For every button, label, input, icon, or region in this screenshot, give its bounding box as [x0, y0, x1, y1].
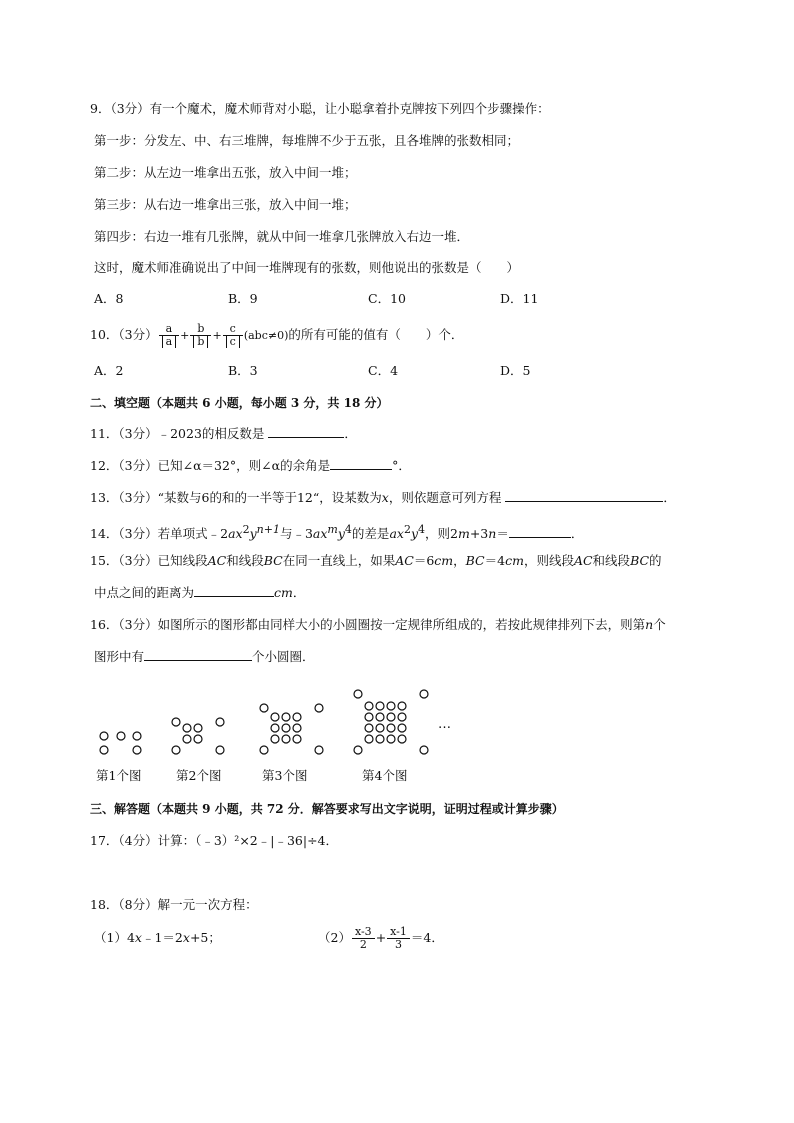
- q14-term1: ax: [228, 526, 243, 542]
- q16-line1-end: 个: [653, 617, 666, 632]
- q16-pattern-circle: [376, 702, 384, 710]
- q14-end: ．: [570, 526, 584, 542]
- q14-term3-exp: 2: [403, 523, 411, 536]
- q14-n: n: [488, 526, 497, 542]
- q16-pattern-circle: [183, 724, 191, 732]
- q15-line2: [94, 584, 305, 602]
- q15-bc: BC: [263, 553, 283, 568]
- q10-fraction-c-den: c: [226, 335, 240, 348]
- q13-end: ．: [663, 490, 676, 505]
- q14-term2-y: y: [337, 526, 345, 542]
- q14-mid2: 的差是: [351, 526, 390, 542]
- q16-pattern-circle: [376, 735, 384, 743]
- q15-ac: AC: [207, 553, 227, 568]
- q18-fraction-1-den: 2: [352, 938, 375, 951]
- q10-option-d: D．5: [500, 363, 531, 378]
- q16-pattern-circle: [100, 732, 108, 740]
- q16-n: n: [645, 617, 654, 632]
- q18-part1-mid: ﹣1＝2: [141, 930, 183, 945]
- q14-term1-y: y: [249, 526, 257, 542]
- q10-fraction-b: [190, 323, 211, 348]
- q16-caption-4: 第4个图: [362, 768, 408, 783]
- q16-line2-suffix: 个小圆圈．: [252, 649, 315, 664]
- q16-caption-1: 第1个图: [96, 768, 142, 783]
- q16-pattern-circle: [194, 735, 202, 743]
- q12-answer-blank[interactable]: [330, 457, 392, 470]
- q18-part1-x: x: [134, 930, 142, 945]
- q16-line2: [94, 648, 315, 666]
- q9-step2: 第二步：从左边一堆拿出五张，放入中间一堆；: [94, 165, 357, 180]
- q14-answer-blank[interactable]: [509, 525, 571, 538]
- q14-mid3: ，则2: [425, 526, 458, 542]
- q14-mid4: +3: [469, 526, 489, 542]
- q14-m: m: [457, 526, 470, 542]
- q16-pattern-circle: [117, 732, 125, 740]
- q9-step1: 第一步：分发左、中、右三堆牌，每堆牌不少于五张，且各堆牌的张数相同；: [94, 133, 520, 148]
- q15-bc3: BC: [630, 553, 650, 568]
- q16-pattern-circle: [398, 702, 406, 710]
- q16-pattern-circle: [376, 713, 384, 721]
- q9-step4: 第四步：右边一堆有几张牌，就从中间一堆拿几张牌放入右边一堆．: [94, 229, 470, 244]
- q10-fraction-b-den: b: [193, 335, 208, 348]
- q14-term1-exp: 2: [242, 523, 250, 536]
- q14-mid1: 与﹣3: [279, 526, 313, 542]
- q9-question: 这时，魔术师准确说出了中间一堆牌现有的张数，则他说出的张数是（ ）: [94, 260, 520, 275]
- q18-plus: +: [375, 930, 387, 945]
- q15-line2-text: 中点之间的距离为: [94, 585, 195, 600]
- q15-t5: 的: [649, 553, 662, 568]
- q9-option-d: D．11: [500, 291, 539, 306]
- q17: 17．（4分）计算：（﹣3）²×2﹣|﹣36|÷4．: [90, 833, 339, 848]
- q10-plus-2: +: [212, 329, 222, 342]
- q16-pattern-circle: [365, 713, 373, 721]
- q14-term2-exp: m: [327, 523, 338, 536]
- q14-term2-yexp: 4: [344, 523, 352, 536]
- q10-option-b: B．3: [228, 363, 258, 378]
- q13-var: x: [381, 490, 389, 505]
- q16-answer-blank[interactable]: [144, 648, 252, 661]
- q16-pattern-circle: [420, 746, 428, 754]
- q15-t4: 和线段: [592, 553, 631, 568]
- q16-pattern-circle: [282, 713, 290, 721]
- q18-part1-end: +5；: [189, 930, 221, 945]
- q16-pattern-circle: [398, 735, 406, 743]
- q16-pattern-circle: [293, 724, 301, 732]
- q14-term3-y: y: [410, 526, 419, 542]
- q13-mid: ，则依题意可列方程: [388, 490, 502, 505]
- q16-pattern-circle: [260, 746, 268, 754]
- q18-fraction-1-num: x-3: [354, 925, 372, 938]
- q11-end: ．: [344, 426, 357, 441]
- q11-answer-blank[interactable]: [268, 425, 344, 438]
- q15-comma: ，: [453, 553, 466, 568]
- q13-answer-blank[interactable]: [505, 489, 663, 502]
- q11-text: 11．（3分）﹣2023的相反数是: [90, 426, 265, 441]
- q16-text: 16．（3分）如图所示的图形都由同样大小的小圆圈按一定规律所组成的，若按此规律排列下去，则第: [90, 617, 646, 632]
- q16-circle-pattern-figure: [90, 680, 470, 760]
- q14-text: 14．（3分）若单项式﹣2: [90, 526, 229, 542]
- q16-pattern-circle: [133, 746, 141, 754]
- q9-stem: 9．（3分）有一个魔术，魔术师背对小聪，让小聪拿着扑克牌按下列四个步骤操作：: [90, 101, 550, 116]
- q9-option-c: C．10: [368, 291, 406, 306]
- q10-condition: (abc≠0): [243, 329, 289, 342]
- q15-text: 15．（3分）已知线段: [90, 553, 208, 568]
- q18-part1: [94, 929, 221, 947]
- q13-text: 13．（3分）“某数与6的和的一半等于12“，设某数为: [90, 490, 382, 505]
- q16-pattern-circle: [216, 718, 224, 726]
- q9-step3: 第三步：从右边一堆拿出三张，放入中间一堆；: [94, 197, 357, 212]
- q10-fraction-b-num: b: [197, 322, 205, 335]
- q18-part2: [318, 922, 444, 954]
- q16-pattern-circle: [260, 704, 268, 712]
- q15-cm: cm: [434, 553, 454, 568]
- q16-pattern-circle: [315, 746, 323, 754]
- q16-pattern-circle: [387, 702, 395, 710]
- q14-term3-yexp: 4: [418, 523, 426, 536]
- q10-option-a: A．2: [94, 363, 124, 378]
- q12: [90, 457, 411, 475]
- q16-pattern-circle: [365, 724, 373, 732]
- q16-pattern-circle: [420, 690, 428, 698]
- q16-pattern-circle: [100, 746, 108, 754]
- q10-fraction-a-den: a: [162, 335, 177, 348]
- q9-option-a: A．8: [94, 291, 124, 306]
- q16-pattern-circle: [282, 735, 290, 743]
- q16-pattern-circle: [271, 735, 279, 743]
- q14: [90, 521, 583, 543]
- q16-pattern-circle: [216, 746, 224, 754]
- q10-fraction-c-num: c: [229, 322, 236, 335]
- q15-answer-blank[interactable]: [194, 584, 274, 597]
- q18-fraction-2-num: x-1: [390, 925, 407, 938]
- q15-unit: cm: [274, 585, 293, 600]
- section-3-heading: 三、解答题（本题共 9 小题，共 72 分．解答要求写出文字说明，证明过程或计算步骤）: [90, 802, 564, 816]
- q16-pattern-circle: [172, 746, 180, 754]
- q15-eq2: ＝4: [484, 553, 506, 568]
- q16-pattern-circle: [293, 735, 301, 743]
- q12-text: 12．（3分）已知∠α＝32°，则∠α的余角是: [90, 458, 331, 473]
- q16-caption-2: 第2个图: [176, 768, 222, 783]
- q15-eq1: ＝6: [413, 553, 435, 568]
- q16-pattern-circle: [354, 690, 362, 698]
- q10-suffix: 的所有可能的值有（ ）个．: [288, 327, 464, 342]
- q16-ellipsis: …: [438, 717, 451, 732]
- q18-part2-end: ＝4．: [410, 930, 444, 945]
- q16-pattern-circle: [365, 702, 373, 710]
- q15-end: ．: [292, 585, 306, 600]
- q15-cm2: cm: [505, 553, 524, 568]
- q18-fraction-1: [352, 926, 375, 951]
- q16-pattern-circle: [365, 735, 373, 743]
- q16-pattern-circle: [354, 746, 362, 754]
- q18-part1-x2: x: [182, 930, 190, 945]
- q16-pattern-circle: [398, 724, 406, 732]
- q16-pattern-circle: [387, 713, 395, 721]
- q15-ac3: AC: [573, 553, 593, 568]
- q15-t3: ，则线段: [523, 553, 574, 568]
- q16-line2-text: 图形中有: [94, 649, 145, 664]
- q16-pattern-circle: [387, 735, 395, 743]
- q18-part1-label: （1）4: [94, 930, 135, 945]
- q16-pattern-circle: [293, 713, 301, 721]
- q16-pattern-circle: [183, 735, 191, 743]
- q10-fraction-a: [159, 323, 180, 348]
- q18-part2-label: （2）: [318, 930, 351, 945]
- q16-line1: [90, 616, 666, 634]
- q18-fraction-2: [387, 926, 410, 951]
- q14-eq: ＝: [496, 526, 509, 542]
- q14-term2: ax: [312, 526, 328, 542]
- q15-ac2: AC: [395, 553, 414, 568]
- q15-bc2: BC: [465, 553, 485, 568]
- q16-pattern-circle: [271, 713, 279, 721]
- q15-t1: 和线段: [226, 553, 264, 568]
- q14-term3: ax: [389, 526, 404, 542]
- q10-option-c: C．4: [368, 363, 399, 378]
- q9-option-b: B．9: [228, 291, 258, 306]
- q14-term1-yexp: n+1: [256, 523, 280, 536]
- q10-fraction-c: [223, 323, 243, 348]
- q13: [90, 489, 676, 507]
- q12-end: °．: [392, 458, 411, 473]
- q16-pattern-circle: [387, 724, 395, 732]
- q10-line: [90, 320, 463, 351]
- q18-fraction-2-den: 3: [387, 938, 410, 951]
- q16-pattern-circle: [315, 704, 323, 712]
- q10-prefix: 10．（3分）: [90, 327, 158, 342]
- section-2-heading: 二、填空题（本题共 6 小题，每小题 3 分，共 18 分）: [90, 396, 389, 410]
- q10-plus-1: +: [180, 329, 190, 342]
- q16-pattern-circle: [172, 718, 180, 726]
- q16-pattern-circle: [398, 713, 406, 721]
- q16-pattern-circle: [133, 732, 141, 740]
- q11: [90, 425, 357, 443]
- q16-pattern-circle: [282, 724, 290, 732]
- q16-caption-3: 第3个图: [262, 768, 308, 783]
- q16-pattern-circle: [271, 724, 279, 732]
- q16-pattern-circle: [194, 724, 202, 732]
- q16-pattern-circle: [376, 724, 384, 732]
- q15-t2: 在同一直线上，如果: [282, 553, 396, 568]
- q15-line1: [90, 552, 662, 570]
- q18-stem: 18．（8分）解一元一次方程：: [90, 897, 258, 912]
- q10-fraction-a-num: a: [165, 322, 173, 335]
